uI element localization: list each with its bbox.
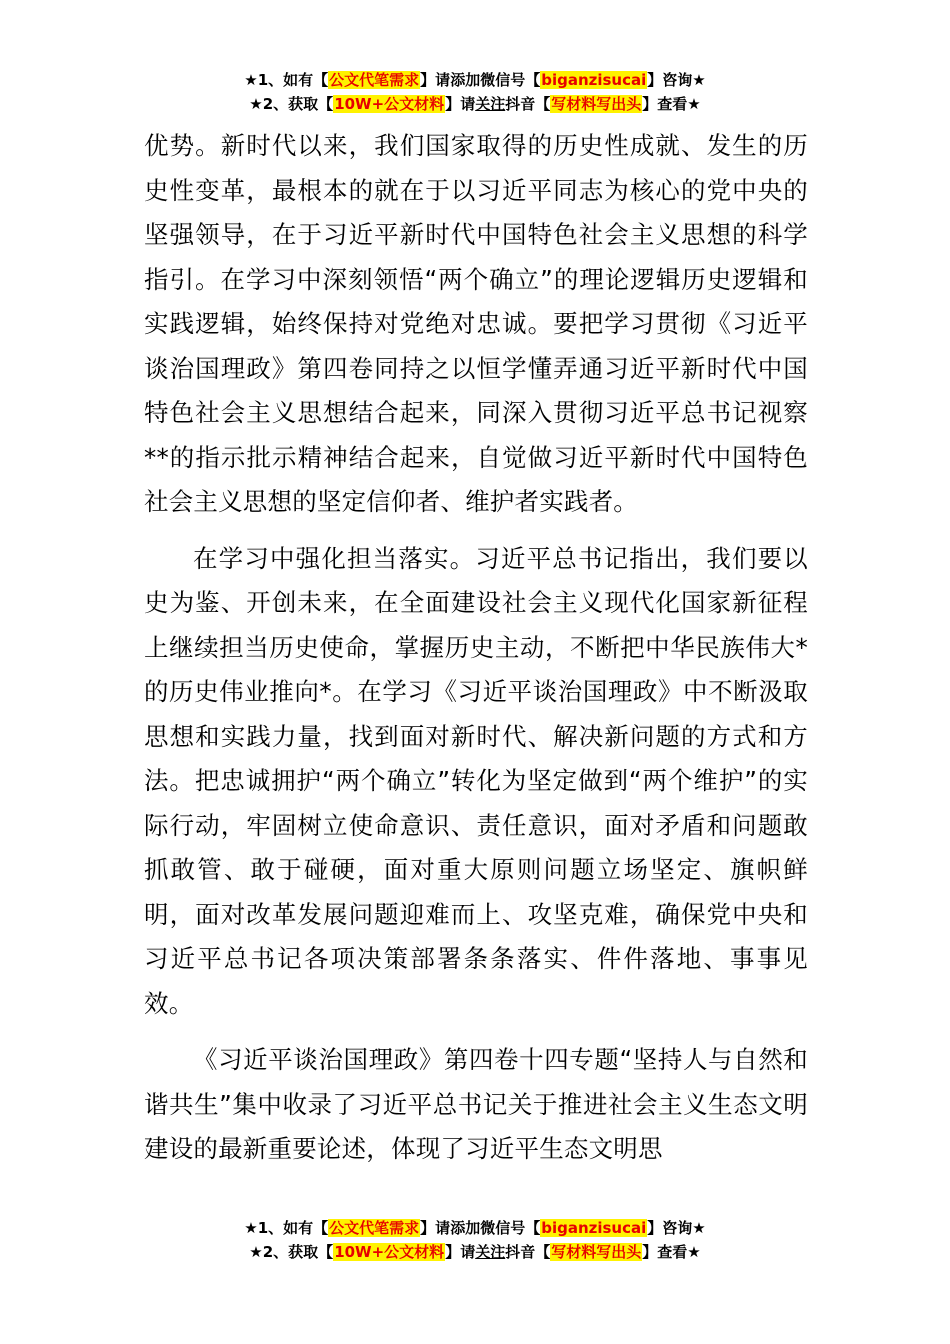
banner-highlight: 公文代笔需求 (329, 1219, 420, 1237)
banner-emphasis: 添加 (450, 71, 481, 89)
document-body (144, 124, 808, 1172)
banner-text: 】请 (445, 1243, 476, 1261)
footer-banner (0, 1216, 950, 1264)
banner-line-2 (0, 1240, 950, 1264)
banner-highlight: biganzisucai (541, 71, 647, 89)
banner-highlight: biganzisucai (541, 1219, 647, 1237)
banner-text: 【 (313, 1219, 329, 1237)
banner-highlight: 写材料写出头 (551, 95, 642, 113)
paragraph: 《习近平谈治国理政》第四卷十四专题“坚持人与自然和谐共生”集中收录了习近平总书记关于推进社会主义生态文明建设的最新重要论述，体现了习近平生态文明思 (144, 1045, 808, 1163)
banner-text: 】查看★ (642, 1243, 701, 1261)
banner-text: 】请 (445, 95, 476, 113)
paragraph: 优势。新时代以来，我们国家取得的历史性成就、发生的历史性变革，最根本的就在于以习近平同志为核心的党中央的坚强领导，在于习近平新时代中国特色社会主义思想的科学指引。在学习中深刻领悟“两个确立”的理论逻辑历史逻辑和实践逻辑，始终保持对党绝对忠诚。要把学习贯彻《习近平谈治国理政》第四卷同持之以恒学懂弄通习近平新时代中国特色社会主义思想结合起来，同深入贯彻习近平总书记视察**的指示批示精神结合起来，自觉做习近平新时代中国特色社会主义思想的坚定信仰者、维护者实践者。 (144, 131, 808, 516)
banner-emphasis: 添加 (450, 1219, 481, 1237)
paragraph: 在学习中强化担当落实。习近平总书记指出，我们要以史为鉴、开创未来，在全面建设社会主义现代化国家新征程上继续担当历史使命，掌握历史主动，不断把中华民族伟大*的历史伟业推向*。在学习《习近平谈治国理政》中不断汲取思想和实践力量，找到面对新时代、解决新问题的方式和方法。把忠诚拥护“两个确立”转化为坚定做到“两个维护”的实际行动，牢固树立使命意识、责任意识，面对矛盾和问题敢抓敢管、敢于碰硬，面对重大原则问题立场坚定、旗帜鲜明，面对改革发展问题迎难而上、攻坚克难，确保党中央和习近平总书记各项决策部署条条落实、件件落地、事事见效。 (144, 543, 808, 1018)
banner-text: 】请 (420, 1219, 451, 1237)
banner-line-1 (0, 68, 950, 92)
banner-highlight: 10W+公文材料 (334, 1243, 445, 1261)
banner-line-1 (0, 1216, 950, 1240)
banner-text: 微信号【 (480, 1219, 541, 1237)
banner-text: 】咨询★ (647, 1219, 706, 1237)
banner-text: 【 (313, 71, 329, 89)
banner-text: 】咨询★ (647, 71, 706, 89)
banner-text: ★1、如有 (244, 1219, 314, 1237)
banner-highlight: 公文代笔需求 (329, 71, 420, 89)
banner-text: 抖音【 (505, 95, 551, 113)
banner-text: ★1、如有 (244, 71, 314, 89)
banner-text: 】查看★ (642, 95, 701, 113)
banner-highlight: 写材料写出头 (551, 1243, 642, 1261)
banner-highlight: 10W+公文材料 (334, 95, 445, 113)
banner-text: 抖音【 (505, 1243, 551, 1261)
banner-emphasis: 关注 (475, 95, 506, 113)
banner-text: ★2、获取【 (249, 1243, 334, 1261)
banner-text: 微信号【 (480, 71, 541, 89)
header-banner (0, 68, 950, 116)
banner-text: 】请 (420, 71, 451, 89)
banner-emphasis: 关注 (475, 1243, 506, 1261)
banner-text: ★2、获取【 (249, 95, 334, 113)
banner-line-2 (0, 92, 950, 116)
